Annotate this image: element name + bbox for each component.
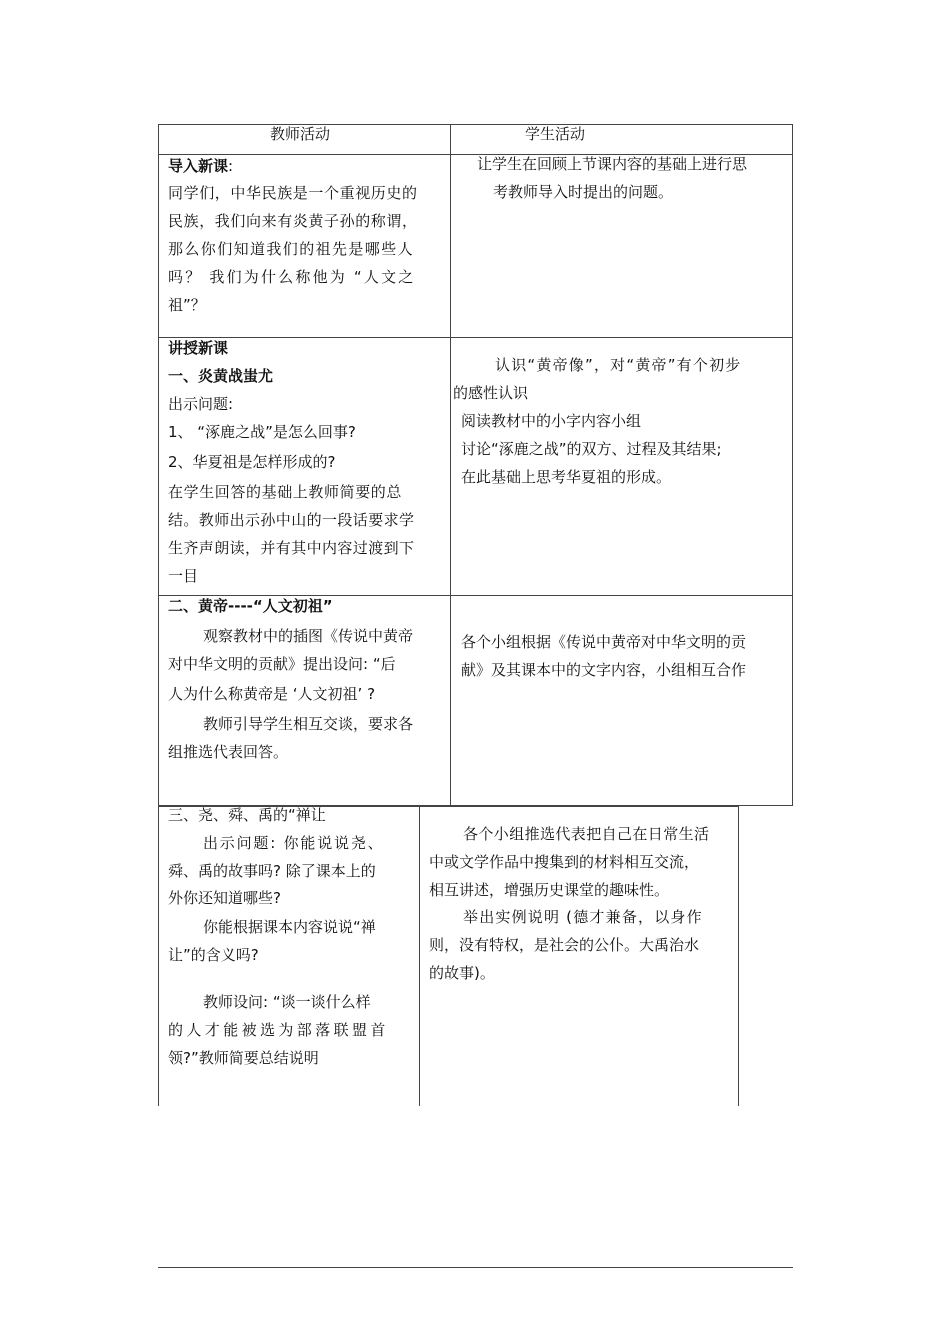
row3-teacher-line: 对中华文明的贡献》提出设问: “后 (168, 655, 396, 673)
row3-teacher-line: 组推选代表回答。 (168, 743, 289, 761)
row1-teacher-line: 同学们，中华民族是一个重视历史的 (168, 184, 418, 202)
row1-teacher-line: 民族，我们向来有炎黄子孙的称谓， (168, 212, 418, 230)
row2-teacher-line: 在学生回答的基础上教师简要的总 (168, 483, 403, 501)
intro-heading: 导入新课 (168, 157, 229, 175)
header-student-activity: 学生活动 (525, 125, 586, 143)
table1-border-left (158, 124, 159, 805)
table2-student-line: 举出实例说明 (德才兼备，以身作 (463, 908, 703, 926)
row1-student-line: 让学生在回顾上节课内容的基础上进行思 (477, 155, 748, 173)
table2-teacher-line: 的人才能被选为部落联盟首 (168, 1021, 389, 1039)
table1-border-right (792, 124, 793, 805)
table2-student-line: 的故事)。 (429, 964, 495, 982)
header-teacher-activity: 教师活动 (270, 125, 331, 143)
row2-student-line: 认识“黄帝像”，对“黄帝”有个初步 (495, 356, 742, 374)
table2-teacher-line: 让”的含义吗? (168, 946, 259, 964)
table2-teacher-line: 舜、禹的故事吗? 除了课本上的 (168, 862, 376, 880)
row2-teacher-line: 2、华夏祖是怎样形成的? (168, 453, 336, 471)
table1-row1-divider (158, 337, 793, 338)
row2-student-line: 在此基础上思考华夏祖的形成。 (461, 468, 672, 486)
table2-student-line: 相互讲述，增强历史课堂的趣味性。 (429, 881, 670, 899)
row1-teacher-heading (168, 152, 233, 180)
row1-teacher-line: 祖”？ (168, 296, 206, 314)
row2-teacher-subheading: 一、炎黄战蚩尤 (168, 367, 274, 385)
table2-student-line: 中或文学作品中搜集到的材料相互交流， (429, 853, 700, 871)
row3-teacher-line: 人为什么称黄帝是 ‘人文初祖’ ? (168, 685, 376, 703)
table2-teacher-line: 外你还知道哪些? (168, 889, 281, 907)
row2-teacher-line: 生齐声朗读，并有其中内容过渡到下 (168, 539, 415, 557)
row1-teacher-line: 那么你们知道我们的祖先是哪些人 (168, 240, 415, 258)
row2-teacher-line: 出示问题: (168, 395, 234, 413)
row3-teacher-heading: 二、黄帝----“人文初祖” (168, 597, 333, 615)
table2-student-line: 各个小组推选代表把自己在日常生活 (463, 825, 710, 843)
row2-teacher-line: 一目 (168, 567, 199, 585)
footer-rule (158, 1267, 793, 1268)
intro-heading-colon: : (228, 157, 234, 175)
table2-teacher-line: 你能根据课本内容说说“禅 (203, 918, 376, 936)
row1-student-line: 考教师导入时提出的问题。 (493, 183, 674, 201)
row2-teacher-line: 结。教师出示孙中山的一段话要求学 (168, 511, 415, 529)
table2-border-left (158, 806, 159, 1106)
row2-teacher-heading: 讲授新课 (168, 339, 229, 357)
table2-teacher-line: 出示问题: 你能说说尧、 (203, 834, 385, 852)
row3-student-line: 各个小组根据《传说中黄帝对中华文明的贡 (461, 633, 747, 651)
row2-student-line: 讨论“涿鹿之战”的双方、过程及其结果; (461, 440, 722, 458)
table2-column-divider (419, 806, 420, 1106)
table2-teacher-line: 领?”教师简要总结说明 (168, 1049, 319, 1067)
row2-student-line: 的感性认识 (453, 384, 529, 402)
table1-column-divider (450, 124, 451, 805)
table2-border-right (738, 806, 739, 1106)
row3-teacher-line: 观察教材中的插图《传说中黄帝 (203, 627, 414, 645)
row3-teacher-line: 教师引导学生相互交谈，要求各 (203, 715, 414, 733)
row2-teacher-line: 1、 “涿鹿之战”是怎么回事? (168, 423, 356, 441)
table1-border-top (158, 124, 793, 125)
table2-teacher-line: 教师设问: “谈一谈什么样 (203, 993, 371, 1011)
table2-teacher-heading: 三、尧、舜、禹的“禅让 (168, 806, 326, 824)
table2-student-line: 则，没有特权，是社会的公仆。大禹治水 (429, 936, 700, 954)
row3-student-line: 献》及其课本中的文字内容，小组相互合作 (461, 661, 747, 679)
row2-student-line: 阅读教材中的小字内容小组 (461, 412, 642, 430)
row1-teacher-line: 吗？ 我们为什么称他为 “人文之 (168, 268, 416, 286)
